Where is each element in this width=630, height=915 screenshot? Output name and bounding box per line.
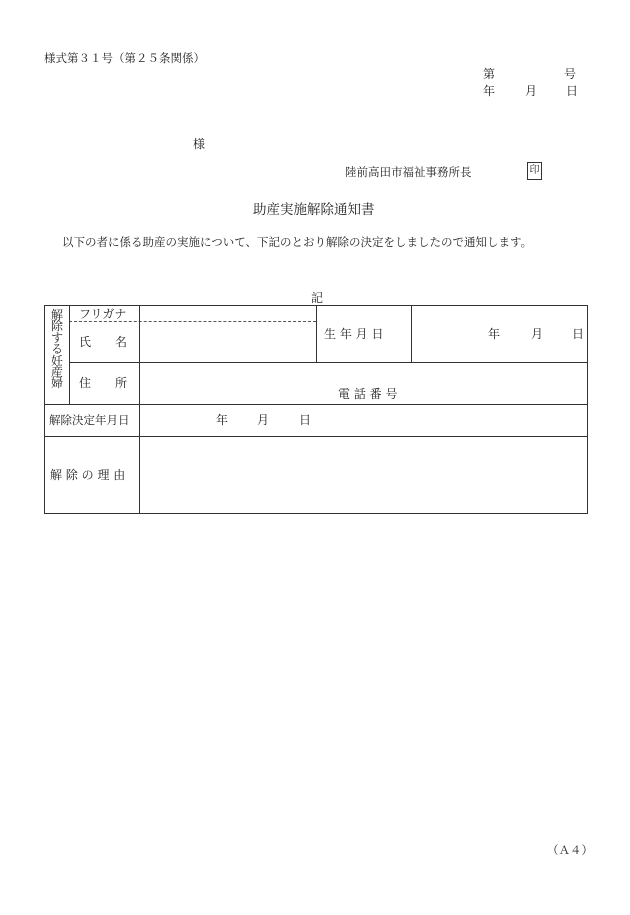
- pregnant-woman-side-label: 解除する妊産婦: [50, 308, 63, 391]
- birth-date-label: 生 年 月 日: [324, 327, 384, 341]
- address-label: 住 所: [79, 376, 128, 390]
- issue-date-day: 日: [566, 84, 579, 98]
- issue-date-month: 月: [525, 84, 538, 98]
- body-text: 以下の者に係る助産の実施について、下記のとおり解除の決定をしましたので通知します。: [62, 235, 533, 249]
- birth-month-unit: 月: [531, 327, 544, 341]
- birth-year-unit: 年: [488, 327, 501, 341]
- furigana-divider: [69, 321, 316, 322]
- row-divider-address-release: [44, 404, 588, 405]
- row-divider-name-address: [69, 362, 588, 363]
- birth-label-value-divider: [411, 305, 412, 363]
- paper-size-label: （Ａ４）: [547, 843, 593, 857]
- release-day-unit: 日: [299, 413, 312, 427]
- table-border-left: [44, 305, 45, 514]
- name-birth-divider: [316, 305, 317, 363]
- name-label: 氏 名: [79, 335, 128, 349]
- release-date-label: 解除決定年月日: [49, 413, 130, 427]
- document-number-prefix: 第: [483, 67, 496, 81]
- form-number: 様式第３１号（第２５条関係）: [44, 51, 205, 65]
- addressee-honorific: 様: [193, 137, 206, 151]
- release-year-unit: 年: [216, 413, 229, 427]
- birth-day-unit: 日: [572, 327, 585, 341]
- document-title: 助産実施解除通知書: [253, 202, 375, 218]
- seal-stamp: 印: [527, 162, 542, 180]
- document-number-suffix: 号: [564, 67, 577, 81]
- form-table: [44, 305, 588, 514]
- furigana-label: フリガナ: [79, 307, 127, 321]
- side-label-divider: [69, 305, 70, 405]
- issuer-name: 陸前高田市福祉事務所長: [345, 165, 472, 179]
- label-column-divider: [139, 305, 140, 514]
- phone-number-label: 電 話 番 号: [338, 387, 398, 401]
- table-border-bottom: [44, 513, 588, 514]
- ki-marker: 記: [311, 291, 324, 305]
- release-month-unit: 月: [257, 413, 270, 427]
- issue-date-year: 年: [483, 84, 496, 98]
- release-reason-label: 解 除 の 理 由: [50, 468, 126, 482]
- row-divider-release-reason: [44, 436, 588, 437]
- table-border-right: [587, 305, 588, 514]
